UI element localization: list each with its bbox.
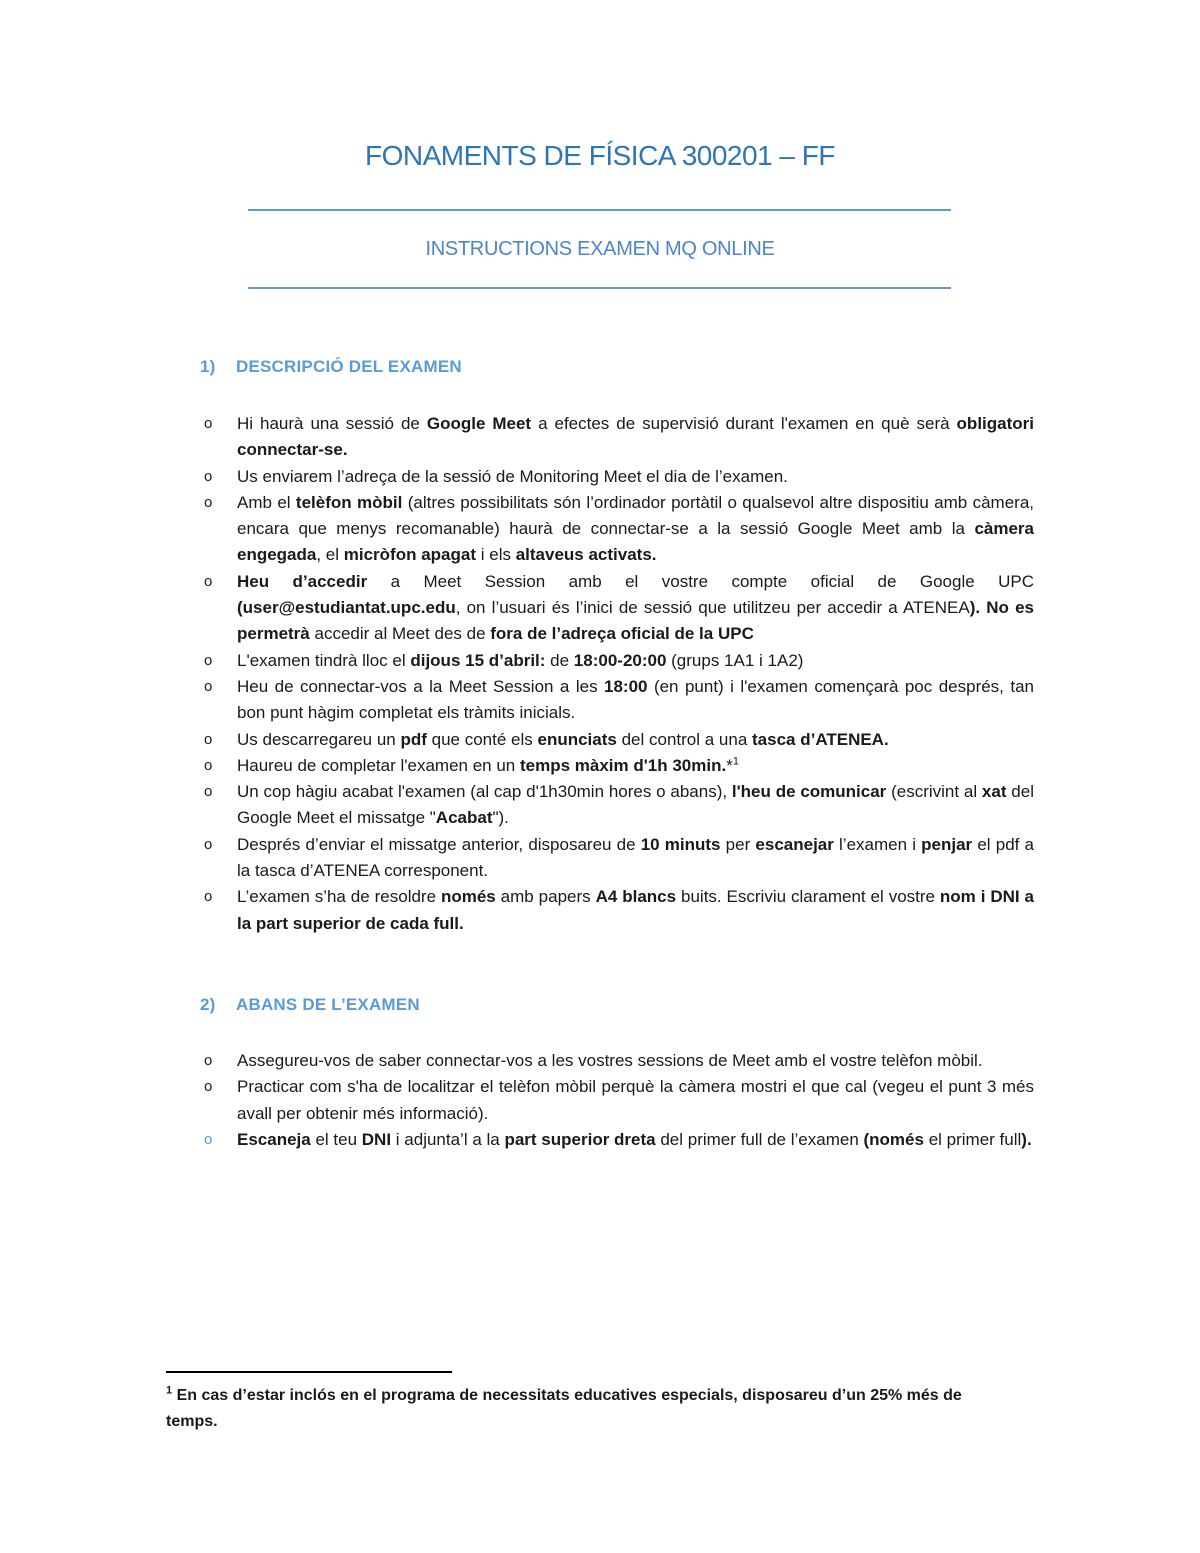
bullet-marker: o	[204, 756, 213, 774]
text-run: telèfon mòbil	[295, 492, 403, 512]
text-run: Us descarregareu un	[237, 729, 401, 749]
bullet-marker: o	[204, 1130, 213, 1148]
text-run: Heu de connectar-vos a la Meet Session a les	[237, 676, 605, 696]
text-run: Hi haurà una sessió de	[237, 414, 427, 433]
bullet-marker: o	[204, 651, 213, 669]
text-run: Després d’enviar el missatge anterior, disposareu de	[237, 834, 641, 854]
section-1-list	[200, 411, 1034, 937]
text-run: buits. Escriviu clarament el vostre	[676, 887, 940, 907]
text-run: càmera engegada	[237, 519, 1034, 565]
list-item	[200, 490, 1034, 569]
bullet-marker: o	[204, 677, 213, 695]
text-run: (altres possibilitats són l’ordinador portàtil o qualsevol altre dispositiu amb càmera, encara que menys recomanable) haurà de connectar-se a la sessió Google Meet amb la	[237, 492, 1034, 539]
text-run: del control a una	[616, 729, 753, 749]
bullet-marker: o	[204, 888, 213, 906]
text-run: Un cop hàgiu acabat l'examen (al cap d'1h30min hores o abans),	[237, 782, 732, 802]
text-run: , el	[316, 545, 344, 565]
title-rule-bottom	[248, 287, 951, 289]
section-1-number: 1)	[200, 357, 216, 376]
document-title: FONAMENTS DE FÍSICA 300201 – FF	[365, 140, 835, 171]
list-item	[200, 464, 1034, 490]
list-item	[200, 1127, 1034, 1153]
bullet-marker: o	[204, 835, 213, 853]
section-2-title: ABANS DE L’EXAMEN	[236, 995, 420, 1014]
footnote-reference: 1	[732, 755, 739, 768]
text-run: Google Meet	[426, 414, 532, 433]
text-run: 10 minuts	[640, 834, 721, 854]
text-run: el teu	[310, 1129, 362, 1149]
bullet-marker: o	[204, 572, 213, 590]
text-run: (user@estudiantat.upc.edu	[237, 598, 456, 618]
list-item	[200, 1074, 1034, 1127]
text-run: a efectes de supervisió durant l'examen en què serà	[531, 414, 957, 433]
text-run: , on l’usuari és l’inici de sessió que utilitzeu per accedir a ATENEA	[455, 598, 970, 618]
text-run: temps màxim d'1h 30min.	[519, 755, 727, 775]
text-run: nom i DNI a la part superior de cada full.	[237, 887, 1034, 933]
bullet-marker: o	[204, 730, 213, 748]
text-run: (en punt) i l'examen començarà poc després, tan bon punt hàgim completat els tràmits inicials.	[237, 676, 1034, 723]
text-run: obligatori connectar-se.	[237, 414, 1034, 460]
list-item	[200, 674, 1034, 727]
text-run: L’examen s’ha de resoldre	[237, 887, 441, 907]
footnote-separator	[166, 1371, 452, 1373]
text-run: Us enviarem l’adreça de la sessió de Monitoring Meet el dia de l’examen.	[237, 466, 788, 486]
text-run: fora de l’adreça oficial de la UPC	[490, 624, 754, 644]
footnote-text: En cas d’estar inclós en el programa de necessitats educatives especials, disposareu d’un 25% més de temps.	[166, 1387, 962, 1430]
text-run: només	[440, 887, 496, 907]
text-run: de	[545, 650, 574, 670]
text-run: i els	[476, 545, 516, 565]
text-run: Escaneja	[237, 1129, 311, 1149]
text-run: per	[720, 834, 756, 854]
text-run: pdf	[400, 729, 427, 749]
title-rule-top	[248, 209, 951, 211]
text-run: del Google Meet el missatge "	[237, 782, 1034, 828]
section-1-title: DESCRIPCIÓ DEL EXAMEN	[236, 357, 462, 376]
text-run: el pdf a la tasca d’ATENEA corresponent.	[237, 834, 1034, 881]
bullet-marker: o	[204, 783, 213, 801]
text-run: ").	[492, 808, 509, 828]
section-2-number: 2)	[200, 995, 216, 1014]
list-item	[200, 411, 1034, 464]
bullet-marker: o	[204, 467, 213, 485]
text-run: del primer full de l’examen	[655, 1129, 864, 1149]
bullet-marker: o	[204, 1052, 213, 1069]
text-run: l'heu de comunicar	[731, 782, 887, 802]
text-run: Heu d’accedir	[237, 571, 368, 591]
list-item	[200, 569, 1034, 648]
text-run: el primer full	[923, 1129, 1022, 1149]
text-run: Haureu de completar l'examen en un	[237, 755, 520, 775]
text-run: Assegureu-vos de saber connectar-vos a les vostres sessions de Meet amb el vostre telèfon mòbil.	[237, 1051, 983, 1070]
text-run: 18:00-20:00	[573, 650, 667, 670]
text-run: *	[726, 755, 733, 775]
text-run: amb papers	[495, 887, 596, 907]
footnote	[166, 1383, 996, 1435]
text-run: part superior dreta	[504, 1129, 656, 1149]
text-run: A4 blancs	[595, 887, 677, 907]
section-1-heading	[200, 357, 462, 377]
text-run: micròfon apagat	[343, 545, 477, 565]
list-item	[200, 648, 1034, 674]
text-run: l’examen i	[833, 834, 922, 854]
text-run: ). No es permetrà	[237, 598, 1035, 644]
text-run: (grups 1A1 i 1A2)	[666, 650, 804, 670]
text-run: dijous 15 d’abril:	[410, 650, 546, 670]
text-run: penjar	[921, 834, 973, 854]
text-run: i adjunta’l a la	[391, 1129, 505, 1149]
bullet-marker: o	[204, 1078, 213, 1096]
text-run: Amb el	[237, 492, 296, 512]
list-item	[200, 884, 1034, 937]
text-run: (escrivint al	[886, 782, 982, 802]
bullet-marker: o	[204, 493, 213, 511]
list-item	[200, 779, 1034, 832]
section-2-heading	[200, 995, 420, 1015]
text-run: que conté els	[426, 729, 538, 749]
text-run: accedir al Meet des de	[309, 624, 491, 644]
text-run: DNI	[361, 1129, 392, 1149]
text-run: enunciats	[537, 729, 617, 749]
text-run: (només	[863, 1129, 924, 1149]
bullet-marker: o	[204, 415, 213, 432]
text-run: escanejar	[755, 834, 834, 854]
text-run: Practicar com s'ha de localitzar el telèfon mòbil perquè la càmera mostri el que cal (vegeu el punt 3 més avall per obtenir més informació).	[237, 1077, 1034, 1123]
text-run: tasca d’ATENEA.	[752, 729, 889, 749]
section-2-list	[200, 1048, 1034, 1153]
text-run: altaveus activats.	[515, 545, 657, 565]
text-run: L'examen tindrà lloc el	[237, 650, 411, 670]
text-run: ).	[1021, 1129, 1032, 1149]
list-item	[200, 1048, 1034, 1074]
footnote-marker: 1	[166, 1384, 173, 1397]
text-run: 18:00	[604, 676, 648, 696]
list-item	[200, 753, 1034, 779]
list-item	[200, 832, 1034, 885]
document-subtitle: INSTRUCTIONS EXAMEN MQ ONLINE	[425, 238, 775, 260]
text-run: a Meet Session amb el vostre compte oficial de Google UPC	[367, 571, 1034, 591]
text-run: Acabat	[435, 808, 493, 828]
text-run: xat	[981, 782, 1007, 802]
list-item	[200, 727, 1034, 753]
